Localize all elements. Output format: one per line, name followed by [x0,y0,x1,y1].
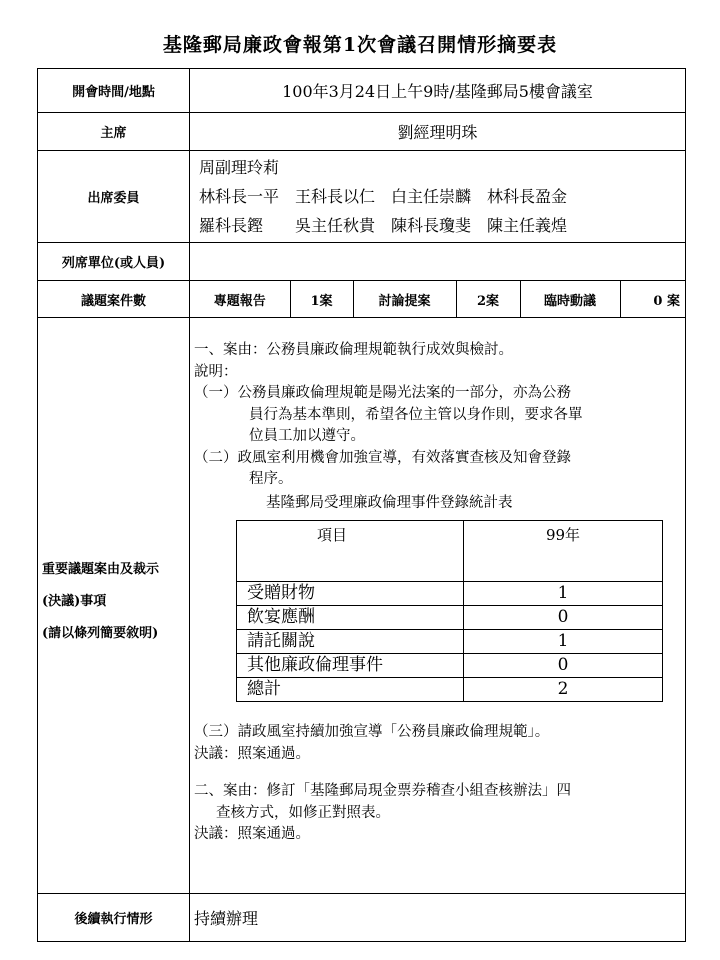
attendees-label: 出席委員 [38,151,190,243]
stats-row [237,582,663,606]
count-name: 專題報告 [213,293,266,309]
count-name: 臨時動議 [520,281,620,317]
stats-table [236,520,663,702]
item1-note: 說明： [194,363,238,380]
stats-row [237,630,663,654]
row-counts [38,281,686,318]
count-value: 0 案 [620,281,686,317]
counts-table [190,281,686,317]
stats-item: 其他廉政倫理事件 [237,654,464,678]
counts-label: 議題案件數 [38,281,190,318]
attendee-line: 周副理玲莉 [199,158,280,177]
stats-item: 飲宴應酬 [237,606,464,630]
item1-para1-cont: 員行為基本準則，希望各位主管以身作則，要求各單 [249,406,583,423]
row-observers [38,243,686,281]
summary-table [37,68,686,942]
row-attendees [38,151,686,243]
agenda-label-line: (請以條列簡要敘明) [42,626,159,641]
stats-header-item: 項目 [237,521,464,582]
stats-header-year: 99年 [464,521,663,582]
document-title: 基隆郵局廉政會報第1次會議召開情形摘要表 [162,34,558,56]
item2-case-cont: 查核方式，如修正對照表。 [216,804,390,821]
chair-value: 劉經理明珠 [190,113,686,151]
stats-row [237,678,663,702]
item1-resolution: 決議：照案通過。 [194,745,310,762]
stats-value: 2 [464,678,663,702]
followup-label: 後續執行情形 [38,894,190,942]
count-value: 1案 [290,281,353,317]
item1-para2-cont: 程序。 [249,471,293,487]
stats-value: 1 [464,582,663,606]
time-place-value: 100年3月24日上午9時/基隆郵局5樓會議室 [190,69,686,113]
observers-label: 列席單位(或人員) [38,243,190,281]
row-followup [38,894,686,942]
item1-para1-cont: 位員工加以遵守。 [249,428,365,444]
stats-item: 總計 [237,678,464,702]
stats-row [237,654,663,678]
chair-label: 主席 [38,113,190,151]
stats-row [237,606,663,630]
item1-para3: （三）請政風室持續加強宣導「公務員廉政倫理規範」。 [194,724,550,740]
counts-cell [190,281,686,318]
attendees-list [190,151,686,243]
stats-value: 1 [464,630,663,654]
item1-para2: （二）政風室利用機會加強宣導，有效落實查核及知會登錄 [194,449,571,466]
attendee-line: 羅科長鏗 吳主任秋貴 陳科長瓊斐 陳主任義煌 [199,216,568,235]
observers-value [190,243,686,281]
row-time-place [38,69,686,113]
item2-resolution: 決議：照案通過。 [194,826,310,842]
row-agenda [38,318,686,894]
item1-case: 一、案由：公務員廉政倫理規範執行成效與檢討。 [194,342,513,358]
stats-item: 受贈財物 [237,582,464,606]
count-value: 2案 [456,281,520,317]
followup-value: 持續辦理 [190,894,686,942]
item2-case: 二、案由：修訂「基隆郵局現金票券稽查小組查核辦法」四 [194,783,571,799]
time-place-label: 開會時間/地點 [38,69,190,113]
attendee-line: 林科長一平 王科長以仁 白主任崇麟 林科長盈金 [199,187,568,206]
stats-value: 0 [464,654,663,678]
stats-value: 0 [464,606,663,630]
agenda-label [38,318,190,894]
item1-para1: （一）公務員廉政倫理規範是陽光法案的一部分，亦為公務 [194,385,571,401]
agenda-label-line: 重要議題案由及裁示 [42,562,160,577]
agenda-content [190,318,686,894]
row-chair [38,113,686,151]
stats-item: 請託關說 [237,630,464,654]
stats-table-title: 基隆郵局受理廉政倫理事件登錄統計表 [266,494,513,511]
count-name: 討論提案 [353,281,456,317]
agenda-label-line: (決議)事項 [42,594,107,609]
